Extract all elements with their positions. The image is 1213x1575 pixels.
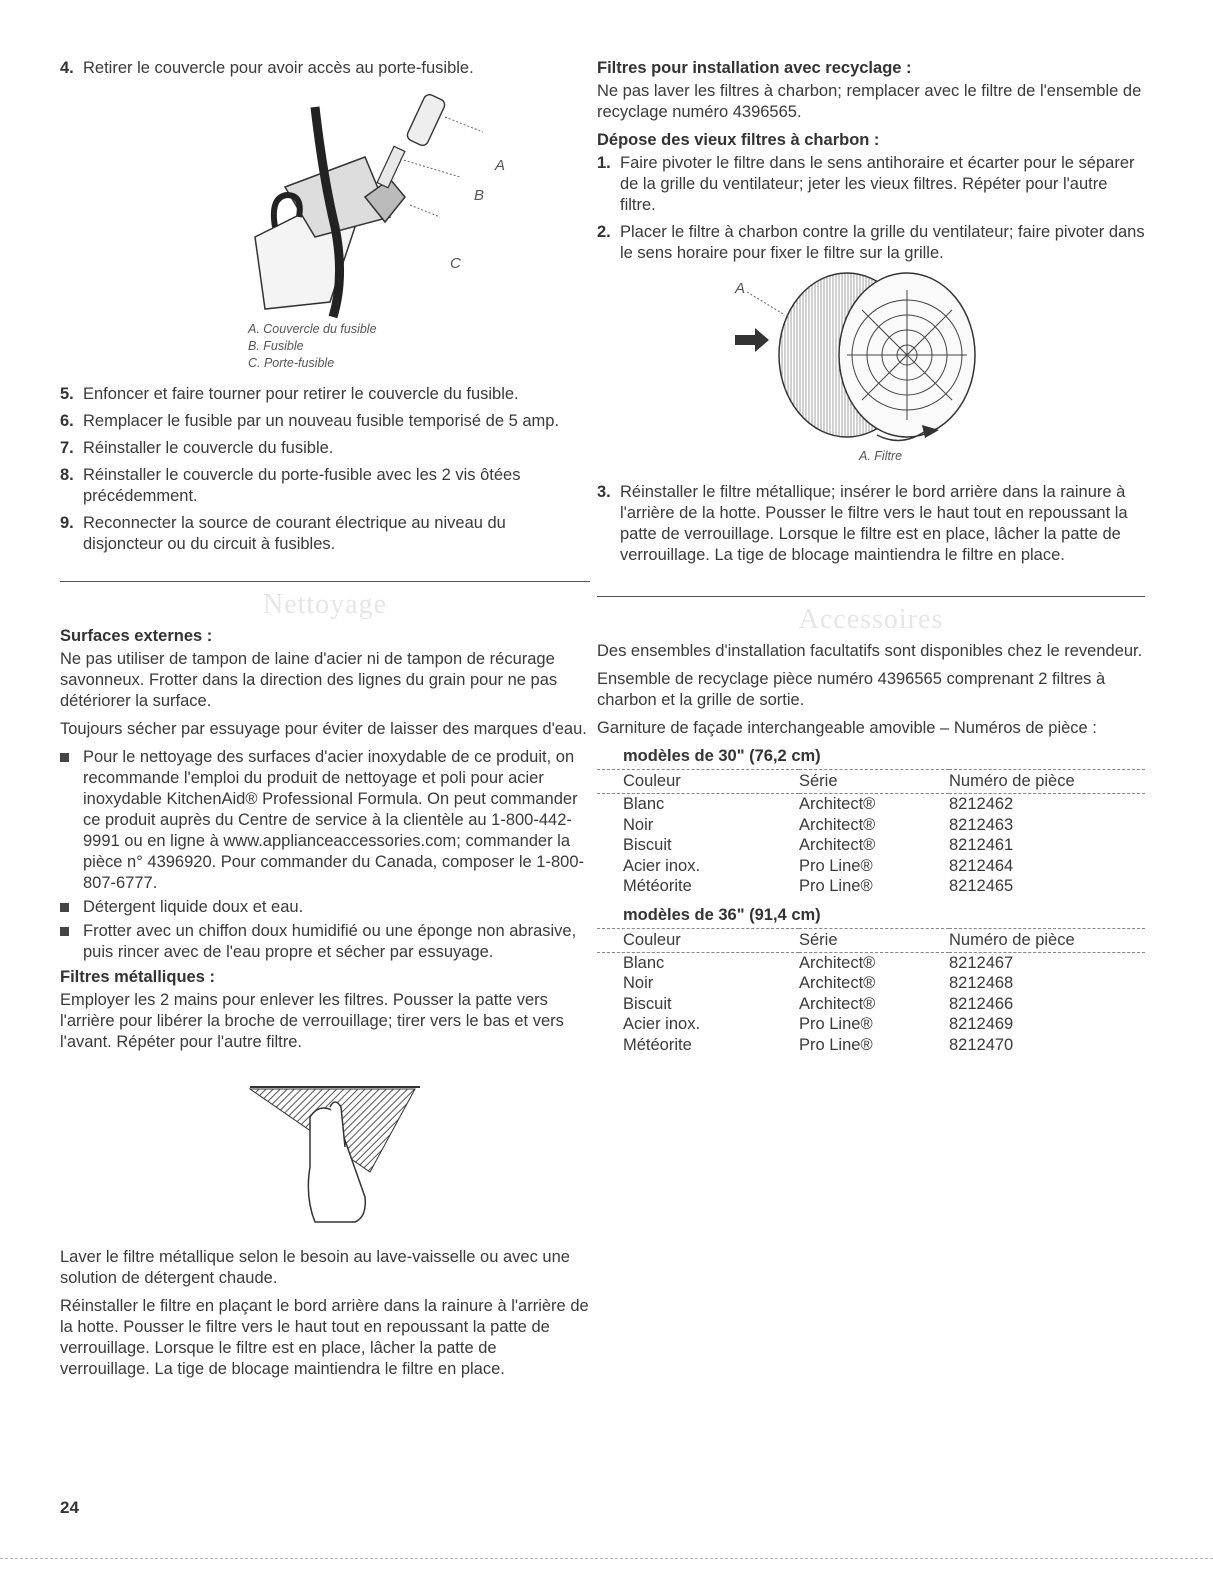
- fuse-illustration: [215, 87, 515, 323]
- page-bottom-edge: [0, 1558, 1213, 1559]
- step-number: 7.: [60, 439, 74, 457]
- cell-numero: 8212468: [949, 974, 1014, 992]
- col-couleur: Couleur: [597, 770, 799, 794]
- cell-couleur: Biscuit: [623, 836, 672, 854]
- cleaning-bullets: [60, 747, 590, 963]
- step-item: [597, 153, 1145, 216]
- filter-caption: A. Filtre: [859, 449, 903, 463]
- cell-serie: Architect®: [799, 953, 876, 972]
- table-header-row: [597, 770, 1145, 794]
- bullet-text: Frotter avec un chiffon doux humidifié ou une éponge non abrasive, puis rincer avec de l'eau propre et sécher par essuyage.: [83, 922, 577, 961]
- bullet-text: Pour le nettoyage des surfaces d'acier inoxydable de ce produit, on recommande l'emploi du produit de nettoyage et poli pour acier inoxydable KitchenAid® Professional Formula. On peut commander ce produit auprès du Centre de service à la clientèle au 1-800-442-9991 ou en ligne à www.applianceaccessories.com; commander la pièce n° 4396920. Pour commander du Canada, composer le 1-800-807-6777.: [83, 748, 584, 892]
- table-row: [597, 973, 1145, 994]
- fuse-figure: [60, 85, 590, 321]
- table-30-heading: modèles de 30" (76,2 cm): [623, 747, 821, 765]
- step-number: 6.: [60, 412, 74, 430]
- parts-table-36: [597, 928, 1145, 1056]
- cell-serie: Architect®: [799, 974, 876, 992]
- table-row: [597, 794, 1145, 815]
- cell-couleur: Biscuit: [623, 994, 672, 1013]
- step-text: Réinstaller le couvercle du fusible.: [83, 439, 334, 457]
- cell-couleur: Noir: [623, 974, 654, 992]
- section-title-accessoires: Accessoires: [798, 604, 944, 635]
- table-36-heading: modèles de 36" (91,4 cm): [623, 905, 821, 924]
- step-text: Faire pivoter le filtre dans le sens antihoraire et écarter pour le séparer de la grille du ventilateur; jeter les vieux filtres. Répéter pour l'autre filtre.: [620, 154, 1135, 214]
- surfaces-paragraph-1: Ne pas utiliser de tampon de laine d'acier ni de tampon de récurage savonneux. Frotter dans la direction des lignes du grain pour ne pas détériorer la surface.: [60, 650, 558, 710]
- right-column: [597, 58, 1145, 1055]
- step-text: Remplacer le fusible par un nouveau fusible temporisé de 5 amp.: [83, 412, 560, 430]
- cell-numero: 8212463: [949, 815, 1014, 834]
- step-number: 3.: [597, 483, 611, 501]
- steps-fuse: [60, 384, 590, 555]
- col-couleur: Couleur: [597, 928, 799, 952]
- page-number: 24: [60, 1498, 79, 1517]
- col-numero: Numéro de pièce: [949, 770, 1145, 794]
- section-title-nettoyage: Nettoyage: [262, 589, 388, 620]
- filter-label-a: A: [735, 280, 746, 297]
- step-number: 1.: [597, 154, 611, 172]
- table-row: [597, 1014, 1145, 1035]
- cell-numero: 8212461: [949, 836, 1014, 854]
- cell-serie: Architect®: [799, 795, 876, 813]
- step-number: 5.: [60, 385, 74, 403]
- step-item: [60, 58, 590, 79]
- bullet-square-icon: [60, 903, 69, 912]
- steps-charcoal: [597, 153, 1145, 264]
- step-item: [597, 222, 1145, 264]
- cell-couleur: Météorite: [623, 1035, 692, 1054]
- cell-numero: 8212466: [949, 994, 1014, 1013]
- cell-numero: 8212470: [949, 1035, 1014, 1054]
- step-number: 2.: [597, 223, 611, 241]
- label-a: A: [495, 157, 506, 174]
- left-column: [60, 58, 590, 1387]
- label-b: B: [474, 187, 485, 204]
- bullet-text: Détergent liquide doux et eau.: [83, 898, 304, 916]
- step-item: [60, 513, 590, 555]
- cell-numero: 8212465: [949, 877, 1014, 895]
- cell-couleur: Acier inox.: [623, 1015, 701, 1033]
- step-item: [597, 482, 1145, 566]
- recycle-heading: Filtres pour installation avec recyclage :: [597, 59, 912, 77]
- cell-numero: 8212462: [949, 795, 1014, 813]
- step-text: Placer le filtre à charbon contre la grille du ventilateur; faire pivoter dans le sens horaire pour fixer le filtre sur la grille.: [620, 223, 1145, 262]
- step-text: Retirer le couvercle pour avoir accès au porte-fusible.: [83, 59, 474, 77]
- fuse-caption: [248, 321, 590, 372]
- cell-serie: Pro Line®: [799, 1035, 873, 1054]
- section-divider: [597, 596, 1145, 597]
- reinstall-paragraph: Réinstaller le filtre en plaçant le bord arrière dans la rainure à l'arrière de la hotte. Pousser le filtre vers le haut tout en repoussant la patte de verrouillage. Lorsque le filtre est en place, lâcher la patte de verrouillage. La tige de blocage maintiendra le filtre en place.: [60, 1297, 589, 1378]
- bullet-item: [60, 897, 590, 918]
- cell-serie: Architect®: [799, 815, 876, 834]
- surfaces-paragraph-2: Toujours sécher par essuyage pour éviter de laisser des marques d'eau.: [60, 720, 587, 738]
- bullet-square-icon: [60, 753, 69, 762]
- step-text: Réinstaller le filtre métallique; insérer le bord arrière dans la rainure à l'arrière de la hotte. Pousser le filtre vers le haut tout en repoussant la patte de verrouillage. Lorsque le filtre est en place, lâcher la patte de verrouillage. La tige de blocage maintiendra le filtre en place.: [620, 483, 1128, 564]
- step-item: [60, 384, 590, 405]
- accessories-paragraph-2: Ensemble de recyclage pièce numéro 4396565 comprenant 2 filtres à charbon et la grille de sortie.: [597, 670, 1106, 709]
- table-row: [597, 876, 1145, 897]
- depose-heading: Dépose des vieux filtres à charbon :: [597, 131, 880, 149]
- step-text: Enfoncer et faire tourner pour retirer le couvercle du fusible.: [83, 385, 519, 403]
- caption-b: B. Fusible: [248, 339, 304, 353]
- bullet-square-icon: [60, 927, 69, 936]
- cell-serie: Pro Line®: [799, 856, 873, 875]
- step-item: [60, 438, 590, 459]
- accessories-paragraph-1: Des ensembles d'installation facultatifs sont disponibles chez le revendeur.: [597, 642, 1143, 660]
- cell-serie: Architect®: [799, 836, 876, 854]
- bullet-item: [60, 921, 590, 963]
- cell-numero: 8212467: [949, 953, 1014, 972]
- cell-couleur: Acier inox.: [623, 856, 701, 875]
- cell-serie: Architect®: [799, 994, 876, 1013]
- metal-filters-heading: Filtres métalliques :: [60, 968, 215, 986]
- metal-filter-illustration: [235, 1077, 435, 1227]
- parts-table-30: [597, 769, 1145, 897]
- cell-couleur: Blanc: [623, 795, 665, 813]
- step-number: 4.: [60, 59, 74, 77]
- cell-serie: Pro Line®: [799, 877, 873, 895]
- table-row: [597, 815, 1145, 836]
- step-item: [60, 465, 590, 507]
- table-header-row: [597, 928, 1145, 952]
- col-serie: Série: [799, 928, 949, 952]
- cell-numero: 8212464: [949, 856, 1014, 875]
- accessories-paragraph-3: Garniture de façade interchangeable amovible – Numéros de pièce :: [597, 719, 1097, 737]
- surfaces-heading: Surfaces externes :: [60, 627, 213, 645]
- col-serie: Série: [799, 770, 949, 794]
- cell-couleur: Noir: [623, 815, 654, 834]
- caption-a: A. Couvercle du fusible: [248, 322, 377, 336]
- bullet-item: [60, 747, 590, 894]
- step-text: Réinstaller le couvercle du porte-fusible avec les 2 vis ôtées précédemment.: [83, 466, 521, 505]
- charcoal-filter-illustration: [727, 270, 987, 450]
- cell-serie: Pro Line®: [799, 1015, 873, 1033]
- table-row: [597, 835, 1145, 856]
- step-item: [60, 411, 590, 432]
- wash-paragraph: Laver le filtre métallique selon le besoin au lave-vaisselle ou avec une solution de détergent chaude.: [60, 1248, 570, 1287]
- cell-numero: 8212469: [949, 1015, 1014, 1033]
- section-divider: [60, 581, 590, 582]
- charcoal-filter-figure: [597, 270, 1145, 466]
- steps-top: [60, 58, 590, 79]
- steps-reinstall: [597, 482, 1145, 566]
- table-row: [597, 994, 1145, 1015]
- table-row: [597, 1035, 1145, 1056]
- step-number: 8.: [60, 466, 74, 484]
- step-number: 9.: [60, 514, 74, 532]
- cell-couleur: Blanc: [623, 953, 665, 972]
- caption-c: C. Porte-fusible: [248, 356, 335, 370]
- col-numero: Numéro de pièce: [949, 928, 1145, 952]
- table-row: [597, 856, 1145, 877]
- label-c: C: [450, 255, 461, 272]
- metal-filters-paragraph: Employer les 2 mains pour enlever les filtres. Pousser la patte vers l'arrière pour libérer la broche de verrouillage; tirer vers le bas et vers l'avant. Répéter pour l'autre filtre.: [60, 991, 564, 1051]
- table-row: [597, 952, 1145, 973]
- step-text: Reconnecter la source de courant électrique au niveau du disjoncteur ou du circuit à fusibles.: [83, 514, 506, 553]
- recycle-paragraph: Ne pas laver les filtres à charbon; remplacer avec le filtre de l'ensemble de recyclage numéro 4396565.: [597, 82, 1142, 121]
- cell-couleur: Météorite: [623, 877, 692, 895]
